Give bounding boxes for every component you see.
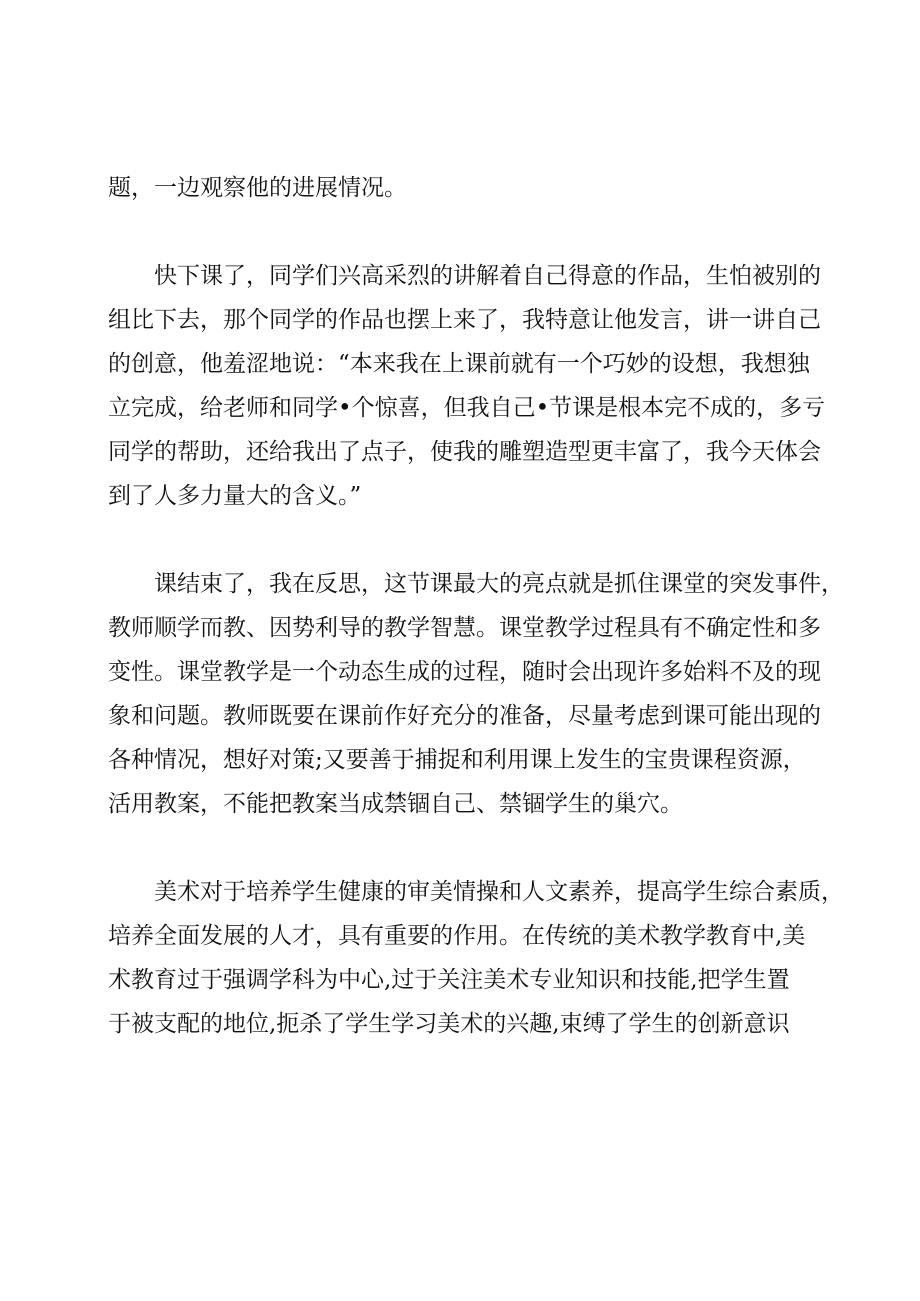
paragraph-line: 培养全面发展的人才，具有重要的作用。在传统的美术教学教育中,美: [108, 923, 806, 949]
paragraph-line: 快下课了，同学们兴高采烈的讲解着自己得意的作品，生怕被别的: [154, 263, 821, 289]
paragraph-1: [108, 166, 808, 210]
paragraph-line: 同学的帮助，还给我出了点子，使我的雕塑造型更丰富了，我今天体会: [108, 439, 821, 465]
paragraph-line: 立完成，给老师和同学•个惊喜，但我自己•节课是根本完不成的，多亏: [108, 395, 826, 421]
paragraph-line: 象和问题。教师既要在课前作好充分的准备，尽量考虑到课可能出现的: [108, 703, 821, 729]
paragraph-line: 组比下去，那个同学的作品也摆上来了，我特意让他发言，讲一讲自己: [108, 307, 821, 333]
paragraph-line: 活用教案，不能把教案当成禁锢自己、禁锢学生的巢穴。: [108, 791, 683, 817]
paragraph-line: 变性。课堂教学是一个动态生成的过程，随时会出现许多始料不及的现: [108, 659, 821, 685]
paragraph-line: 美术对于培养学生健康的审美情操和人文素养，提高学生综合素质，: [154, 879, 844, 905]
paragraph-line: 到了人多力量大的含义。”: [108, 483, 362, 509]
paragraph-line: 于被支配的地位,扼杀了学生学习美术的兴趣,束缚了学生的创新意识: [108, 1011, 790, 1037]
paragraph-2: [108, 254, 826, 518]
paragraph-line: 教师顺学而教、因势利导的教学智慧。课堂教学过程具有不确定性和多: [108, 615, 821, 641]
paragraph-line: 各种情况，想好对策;又要善于捕捉和利用课上发生的宝贵课程资源，: [108, 747, 806, 773]
paragraph-gap: [108, 826, 808, 870]
paragraph-4: [108, 870, 844, 1046]
paragraph-line: 课结束了，我在反思，这节课最大的亮点就是抓住课堂的突发事件，: [154, 571, 844, 597]
paragraph-3: [108, 562, 844, 826]
paragraph-line: 的创意，他羞涩地说：“本来我在上课前就有一个巧妙的设想，我想独: [108, 351, 810, 377]
document-body: [108, 166, 844, 1046]
paragraph-gap: [108, 518, 808, 562]
paragraph-line: 术教育过于强调学科为中心,过于关注美术专业知识和技能,把学生置: [108, 967, 790, 993]
paragraph-line: 题，一边观察他的进展情况。: [108, 175, 407, 201]
paragraph-gap: [108, 210, 808, 254]
